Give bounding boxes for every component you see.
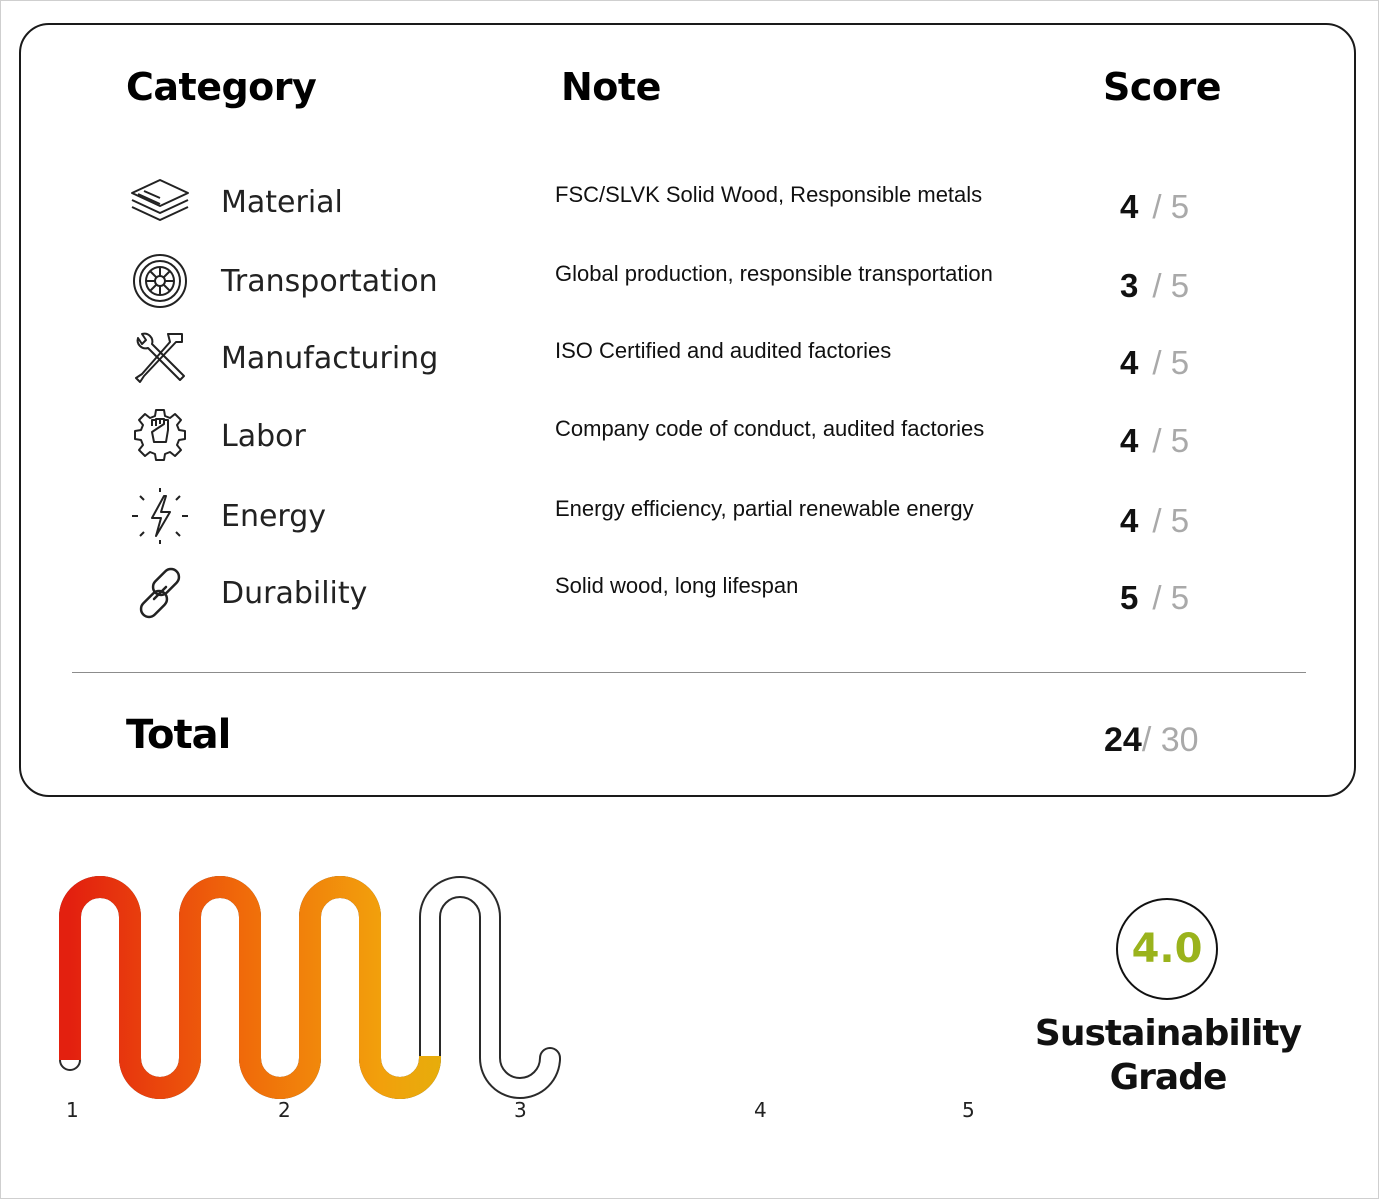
gauge-tick-label: 5	[962, 1098, 975, 1122]
score	[1120, 344, 1189, 382]
table-row	[0, 328, 1379, 388]
category-label: Transportation	[221, 264, 438, 299]
grade-label	[1030, 1012, 1306, 1100]
table-row	[0, 406, 1379, 466]
total-value: 24	[1104, 721, 1142, 759]
table-row	[0, 251, 1379, 311]
score-value: 4	[1120, 188, 1139, 225]
header-score: Score	[1103, 65, 1222, 109]
note-text: Solid wood, long lifespan	[555, 573, 799, 598]
score	[1120, 502, 1189, 540]
score-max: / 5	[1152, 502, 1190, 539]
note-text: Global production, responsible transportation	[555, 261, 993, 286]
tire-icon	[130, 251, 190, 311]
total-label: Total	[126, 712, 231, 758]
category-label: Labor	[221, 419, 306, 454]
table-row	[0, 172, 1379, 232]
score-max: / 5	[1152, 579, 1190, 616]
layers-icon	[130, 172, 190, 232]
note-text: Company code of conduct, audited factories	[555, 416, 985, 441]
chain-link-icon	[130, 563, 190, 623]
gauge-tick-label: 3	[514, 1098, 527, 1122]
grade-badge: 4.0	[1116, 898, 1218, 1000]
tools-icon	[130, 328, 190, 388]
score-value: 3	[1120, 267, 1139, 304]
score-value: 5	[1120, 579, 1139, 616]
note-text: Energy efficiency, partial renewable energy	[555, 496, 974, 521]
divider	[72, 672, 1306, 673]
total-score	[1104, 721, 1199, 760]
score-max: / 5	[1152, 267, 1190, 304]
gauge-tick-label: 1	[66, 1098, 79, 1122]
score-value: 4	[1120, 502, 1139, 539]
header-category: Category	[126, 65, 317, 109]
table-row	[0, 563, 1379, 623]
note-text: ISO Certified and audited factories	[555, 338, 892, 363]
score-max: / 5	[1152, 188, 1190, 225]
score-value: 4	[1120, 422, 1139, 459]
score	[1120, 267, 1189, 305]
score-value: 4	[1120, 344, 1139, 381]
score-max: / 5	[1152, 422, 1190, 459]
total-max: / 30	[1141, 721, 1199, 759]
table-row	[0, 486, 1379, 546]
gauge-tick-label: 2	[278, 1098, 291, 1122]
category-label: Material	[221, 185, 343, 220]
score	[1120, 422, 1189, 460]
header-note: Note	[561, 65, 661, 109]
score	[1120, 579, 1189, 617]
sustainability-gauge	[0, 860, 1000, 1160]
category-label: Manufacturing	[221, 341, 439, 376]
gauge-fill	[70, 887, 550, 1088]
grade-label-line1: Sustainability	[1034, 1013, 1302, 1054]
score	[1120, 188, 1189, 226]
fist-gear-icon	[130, 406, 190, 466]
category-label: Energy	[221, 499, 327, 534]
grade-label-line2: Grade	[1109, 1057, 1227, 1098]
note-text: FSC/SLVK Solid Wood, Responsible metals	[555, 182, 983, 207]
score-max: / 5	[1152, 344, 1190, 381]
lightning-icon	[130, 486, 190, 546]
category-label: Durability	[221, 576, 368, 611]
gauge-tick-label: 4	[754, 1098, 767, 1122]
